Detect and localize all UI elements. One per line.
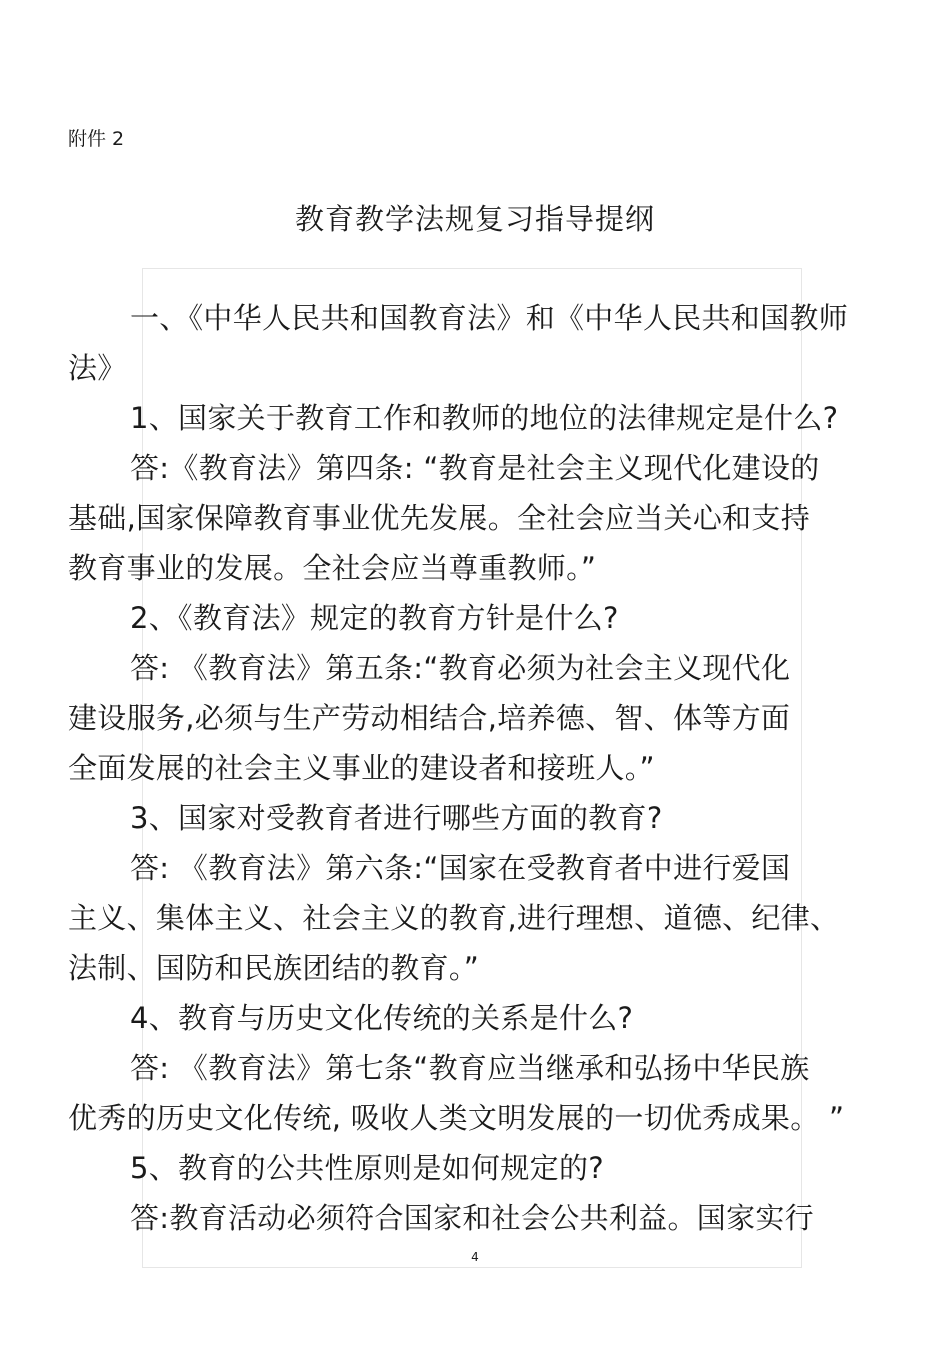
question-3 <box>68 793 888 843</box>
text-line: 教育事业的发展。全社会应当尊重教师。” <box>68 551 597 585</box>
text-line: 主义、集体主义、社会主义的教育,进行理想、道德、纪律、 <box>68 901 840 935</box>
answer-5 <box>68 1193 888 1243</box>
text-line: 一、《中华人民共和国教育法》和《中华人民共和国教师 <box>130 301 849 335</box>
text-line: 答:教育活动必须符合国家和社会公共利益。国家实行 <box>130 1201 814 1235</box>
document-title: 教育教学法规复习指导提纲 <box>294 202 655 236</box>
question-1 <box>68 393 888 443</box>
question-4 <box>68 993 888 1043</box>
text-line: 答: 《教育法》第七条“教育应当继承和弘扬中华民族 <box>130 1051 810 1085</box>
text-line: 优秀的历史文化传统, 吸收人类文明发展的一切优秀成果。 ” <box>68 1101 845 1135</box>
text-line: 基础,国家保障教育事业优先发展。全社会应当关心和支持 <box>68 501 811 535</box>
text-line: 2、《教育法》规定的教育方针是什么? <box>130 601 619 635</box>
text-line: 答:《教育法》第四条: “教育是社会主义现代化建设的 <box>130 451 820 485</box>
question-2 <box>68 593 888 643</box>
text-line: 建设服务,必须与生产劳动相结合,培养德、智、体等方面 <box>68 701 791 735</box>
section-heading <box>68 293 888 393</box>
answer-4 <box>68 1043 888 1143</box>
text-line: 1、国家关于教育工作和教师的地位的法律规定是什么? <box>130 401 839 435</box>
text-line: 答: 《教育法》第六条:“国家在受教育者中进行爱国 <box>130 851 791 885</box>
text-line: 5、教育的公共性原则是如何规定的? <box>130 1151 604 1185</box>
text-line: 法》 <box>68 351 127 385</box>
text-line: 4、教育与历史文化传统的关系是什么? <box>130 1001 634 1035</box>
answer-2 <box>68 643 888 793</box>
text-line: 答: 《教育法》第五条:“教育必须为社会主义现代化 <box>130 651 791 685</box>
answer-1 <box>68 443 888 593</box>
text-line: 全面发展的社会主义事业的建设者和接班人。” <box>68 751 655 785</box>
question-5 <box>68 1143 888 1193</box>
page-number: 4 <box>471 1250 479 1264</box>
document-body <box>68 293 888 1243</box>
answer-3 <box>68 843 888 993</box>
text-line: 3、国家对受教育者进行哪些方面的教育? <box>130 801 663 835</box>
text-line: 法制、国防和民族团结的教育。” <box>68 951 480 985</box>
attachment-label: 附件 2 <box>68 128 125 150</box>
